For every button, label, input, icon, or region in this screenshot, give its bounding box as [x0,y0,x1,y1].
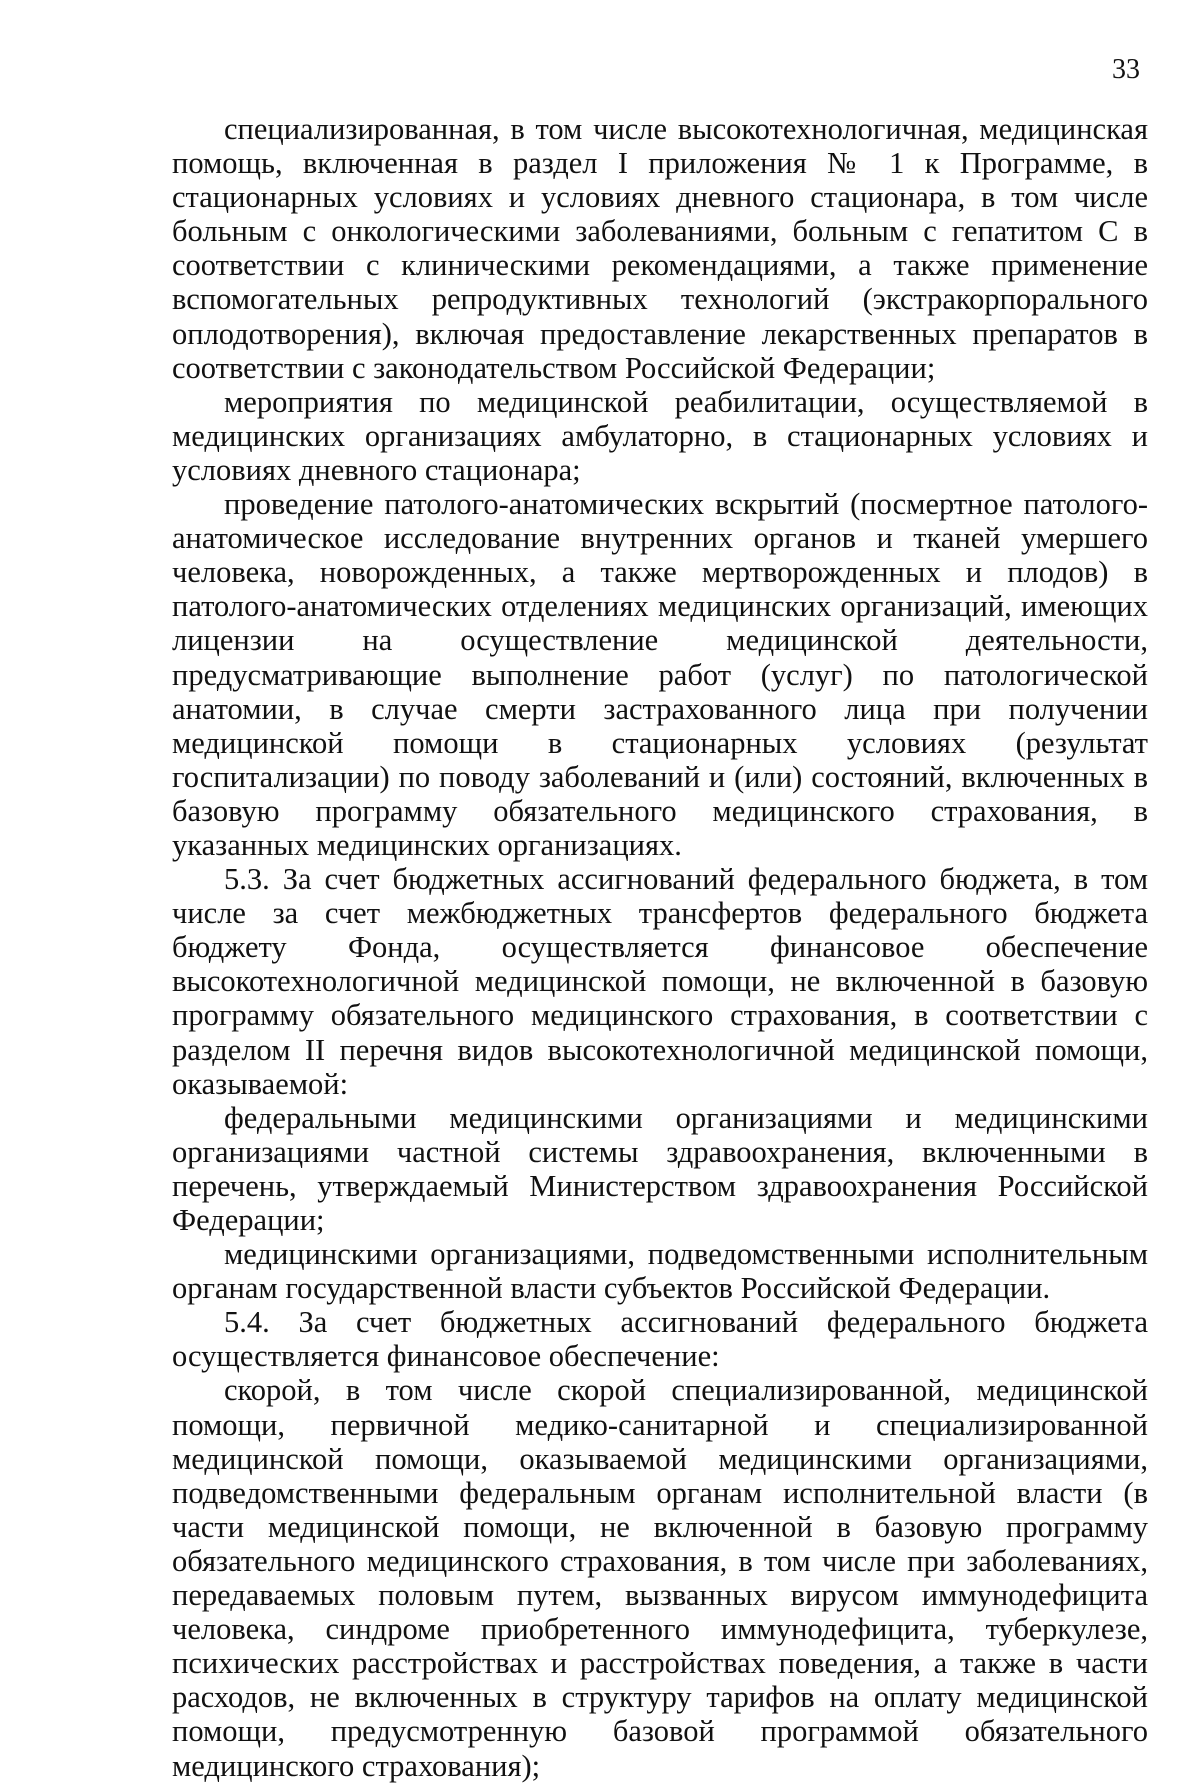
paragraph-federal-organizations: федеральными медицинскими организациями и медицинскими организациями частной системы здравоохранения, включенными в перечень, утверждаемый Министерством здравоохранения Российской Федерации; [172,1100,1148,1237]
paragraph-specialized-care: специализированная, в том числе высокотехнологичная, медицинская помощь, включенная в раздел I приложения № 1 к Программе, в стационарных условиях и условиях дневного стационара, в том числе больным с онкологическими заболеваниями, больным с гепатитом С в соответствии с клиническими рекомендациями, а также применение вспомогательных репродуктивных технологий (экстракорпорального оплодотворения), включая предоставление лекарственных препаратов в соответствии с законодательством Российской Федерации; [172,112,1148,385]
paragraph-subordinate-organizations: медицинскими организациями, подведомственными исполнительным органам государственной власти субъектов Российской Федерации. [172,1237,1148,1306]
page-number: 33 [1112,54,1140,85]
paragraph-5-4: 5.4. За счет бюджетных ассигнований федерального бюджета осуществляется финансовое обеспечение: [172,1305,1148,1374]
paragraph-rehabilitation: мероприятия по медицинской реабилитации, осуществляемой в медицинских организациях амбулаторно, в стационарных условиях и условиях дневного стационара; [172,384,1148,487]
paragraph-emergency-care: скорой, в том числе скорой специализированной, медицинской помощи, первичной медико-санитарной и специализированной медицинской помощи, оказываемой медицинскими организациями, подведомственными федеральным органам исполнительной власти (в части медицинской помощи, не включенной в базовую программу обязательного медицинского страхования, в том числе при заболеваниях, передаваемых половым путем, вызванных вирусом иммунодефицита человека, синдроме приобретенного иммунодефицита, туберкулезе, психических расстройствах и расстройствах поведения, а также в части расходов, не включенных в структуру тарифов на оплату медицинской помощи, предусмотренную базовой программой обязательного медицинского страхования); [172,1373,1148,1783]
document-body [172,112,1148,1783]
paragraph-5-3: 5.3. За счет бюджетных ассигнований федерального бюджета, в том числе за счет межбюджетных трансфертов федерального бюджета бюджету Фонда, осуществляется финансовое обеспечение высокотехнологичной медицинской помощи, не включенной в базовую программу обязательного медицинского страхования, в соответствии с разделом II перечня видов высокотехнологичной медицинской помощи, оказываемой: [172,862,1148,1101]
paragraph-autopsies: проведение патолого-анатомических вскрытий (посмертное патолого-анатомическое исследование внутренних органов и тканей умершего человека, новорожденных, а также мертворожденных и плодов) в патолого-анатомических отделениях медицинских организаций, имеющих лицензии на осуществление медицинской деятельности, предусматривающие выполнение работ (услуг) по патологической анатомии, в случае смерти застрахованного лица при получении медицинской помощи в стационарных условиях (результат госпитализации) по поводу заболеваний и (или) состояний, включенных в базовую программу обязательного медицинского страхования, в указанных медицинских организациях. [172,487,1148,862]
